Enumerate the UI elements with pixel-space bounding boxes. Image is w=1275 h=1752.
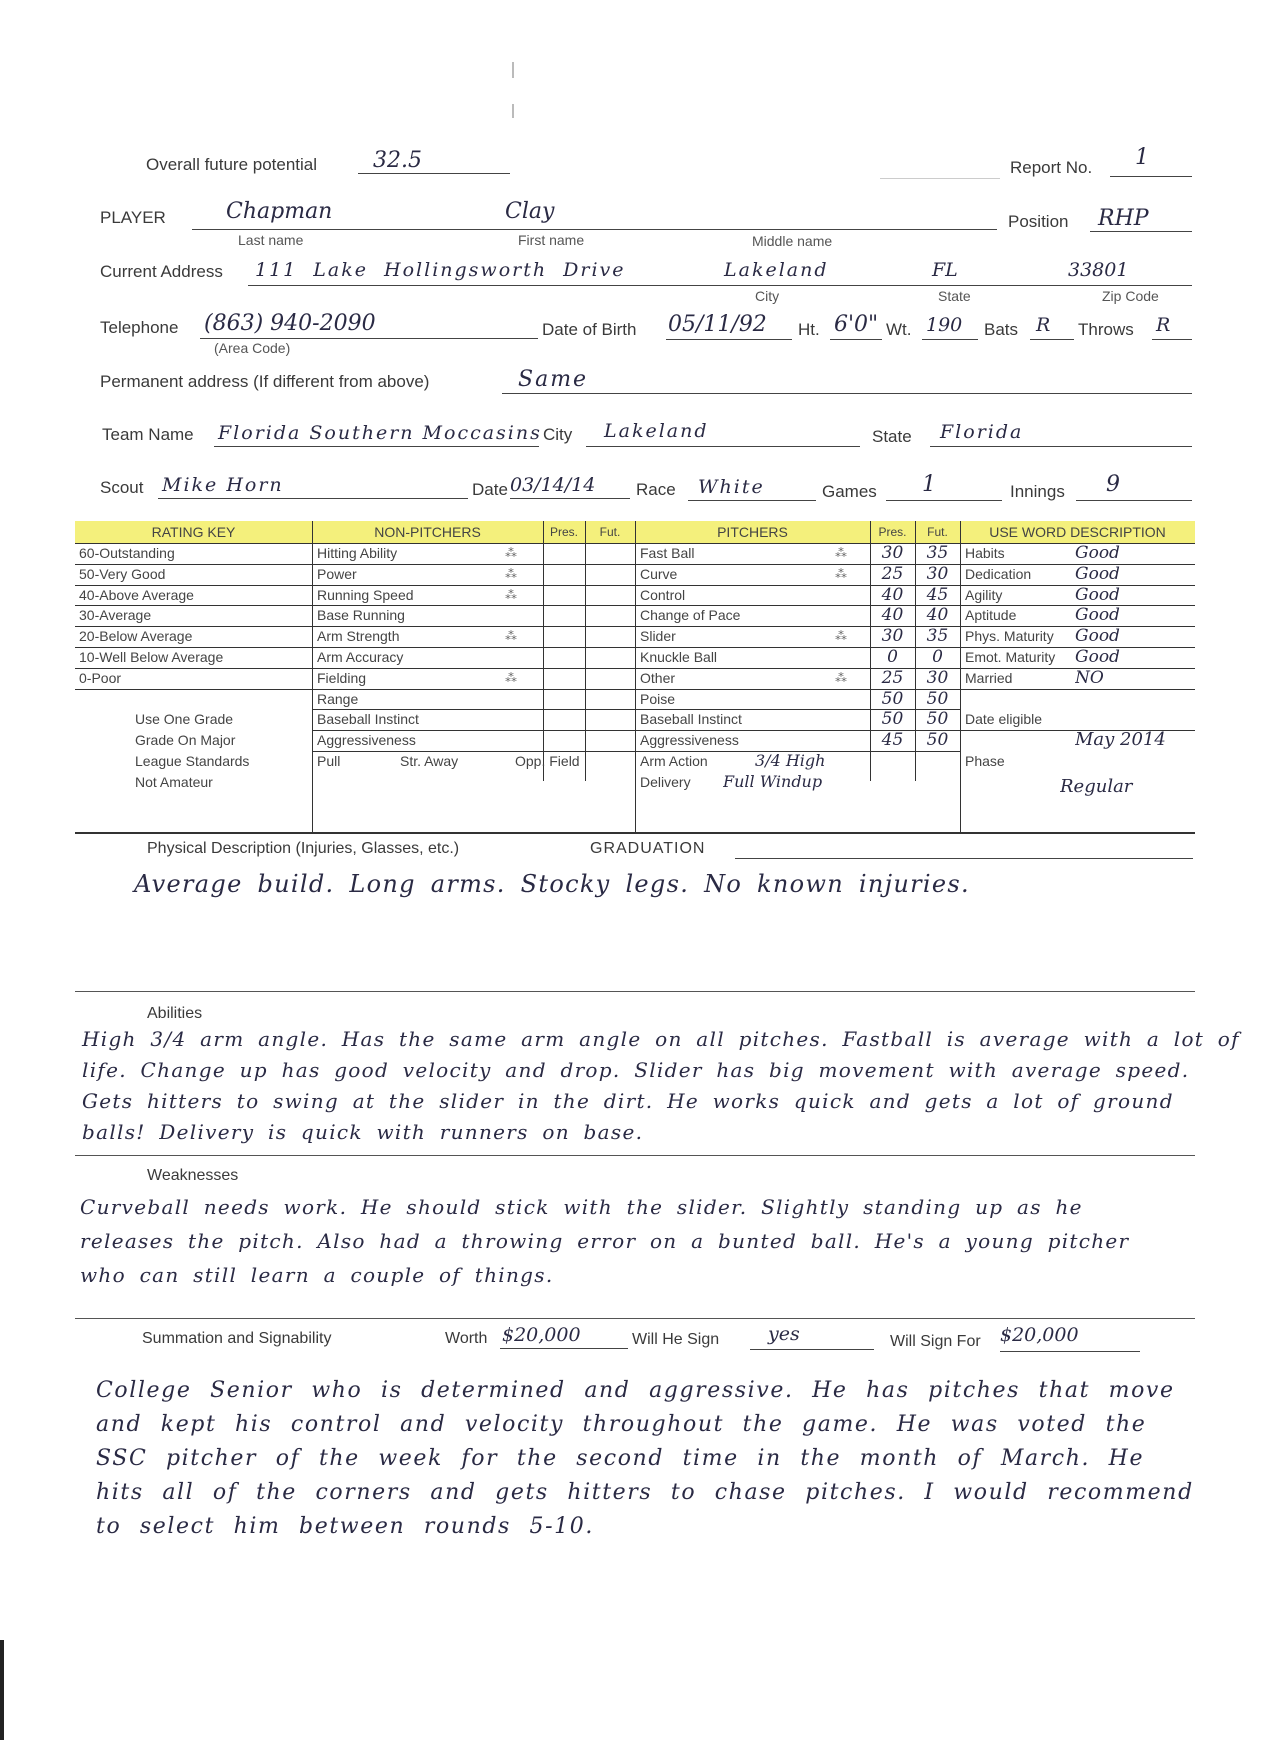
rating-key-item: 10-Well Below Average (79, 649, 224, 665)
telephone-value: (863) 940-2090 (204, 311, 376, 336)
non-pitcher-attribute: Base Running (317, 607, 405, 624)
non-pitcher-attribute: Arm Strength (317, 628, 400, 645)
rating-key-item: 0-Poor (79, 669, 122, 686)
scan-edge-mark (0, 1640, 4, 1740)
opposite-field-label: Opp. Field (515, 753, 580, 769)
word-description-value: Good (1075, 563, 1120, 584)
scan-mark-top (512, 62, 514, 78)
non-pitcher-attribute: Baseball Instinct (317, 711, 419, 728)
weaknesses-label: Weaknesses (147, 1167, 239, 1184)
word-description-label: Dedication (965, 565, 1032, 582)
throws-value: R (1156, 314, 1171, 336)
summation-label: Summation and Signability (142, 1330, 332, 1347)
pitchers-header: PITCHERS (717, 524, 788, 540)
word-description-value: NO (1075, 667, 1104, 688)
asterisk-icon: ⁂ (835, 546, 847, 560)
race-value: White (698, 476, 765, 498)
overall-potential-value: 32.5 (373, 148, 422, 173)
first-name-value: Clay (505, 199, 555, 224)
position-line (1090, 231, 1192, 232)
telephone-line (200, 338, 538, 339)
grid-col-divider (635, 521, 636, 833)
non-pitcher-attribute: Aggressiveness (317, 732, 416, 749)
zip-value: 33801 (1068, 259, 1129, 281)
pitcher-fut-grade: 35 (926, 626, 949, 647)
pitcher-fut-grade: 50 (926, 730, 949, 751)
weight-label: Wt. (886, 320, 912, 339)
pitcher-fut-grade: 50 (926, 709, 949, 730)
telephone-label: Telephone (100, 318, 179, 337)
pitcher-pres-grade: 40 (881, 605, 904, 626)
grade-note-line: Not Amateur (135, 773, 213, 790)
non-pitcher-attribute: Power (317, 565, 357, 582)
report-no-line (1110, 176, 1192, 177)
team-city-value: Lakeland (604, 420, 709, 442)
word-description-label: Emot. Maturity (965, 649, 1056, 665)
grid-col-divider (585, 521, 586, 781)
word-description-label: Aptitude (965, 607, 1017, 624)
section-divider (75, 1155, 1195, 1156)
will-sign-label: Will He Sign (632, 1331, 720, 1348)
team-name-line (214, 446, 539, 447)
position-value: RHP (1098, 206, 1149, 231)
area-code-caption: (Area Code) (214, 340, 291, 356)
word-description-value: Good (1075, 584, 1120, 605)
rating-grid (75, 521, 1195, 833)
worth-label: Worth (445, 1330, 488, 1347)
word-description-value: Good (1075, 626, 1120, 647)
phase-value: Regular (1060, 775, 1133, 797)
rating-key-item: 40-Above Average (79, 586, 194, 603)
asterisk-icon: ⁂ (835, 566, 847, 581)
physical-description-text: Average build. Long arms. Stocky legs. No known injuries. (134, 870, 970, 898)
grade-note-line: League Standards (135, 753, 250, 769)
team-name-value: Florida Southern Moccasins (218, 422, 542, 444)
pitcher-pres-grade: 0 (887, 647, 898, 667)
non-pitchers-header: NON-PITCHERS (374, 524, 481, 540)
rating-key-item: 20-Below Average (79, 628, 193, 645)
will-sign-for-line (1000, 1351, 1140, 1352)
grid-col-divider (543, 521, 544, 781)
overall-potential-label: Overall future potential (146, 155, 318, 174)
abilities-text: High 3/4 arm angle. Has the same arm angle on all pitches. Fastball is average with a lot of life. Change up has good velocity and drop. Slider has big movement with average speed. Gets hitters to swing at the slider in the dirt. He works quick and gets a lot of ground balls! Delivery is quick with runners on base. (82, 1027, 1240, 1144)
word-description-label: Phys. Maturity (965, 628, 1054, 645)
throws-label: Throws (1078, 320, 1134, 339)
position-label: Position (1008, 212, 1069, 231)
date-label: Date (472, 480, 508, 499)
address-label: Current Address (100, 262, 223, 281)
pitcher-pres-grade: 50 (881, 688, 904, 709)
will-sign-line (750, 1349, 874, 1350)
asterisk-icon: ⁂ (505, 629, 517, 644)
overall-potential-line (358, 173, 510, 174)
pitcher-fut-grade: 40 (926, 605, 949, 626)
rating-key-item: 50-Very Good (79, 565, 166, 582)
non-pitcher-attribute: Hitting Ability (317, 545, 398, 561)
np-fut-header: Fut. (599, 525, 621, 539)
zip-caption: Zip Code (1102, 288, 1159, 304)
pitcher-pres-grade: 30 (881, 543, 904, 563)
pitcher-pres-grade: 25 (881, 667, 904, 688)
worth-value: $20,000 (502, 1324, 581, 1346)
weaknesses-text: Curveball needs work. He should stick with the slider. Slightly standing up as he releases the pitch. Also had a throwing error on a bunted ball. He's a young pitcher who can still learn a couple of things. (80, 1195, 1130, 1287)
word-description-label: Habits (965, 545, 1005, 561)
faint-line (880, 178, 1000, 179)
scout-line (158, 498, 468, 499)
word-description-header: USE WORD DESCRIPTION (989, 524, 1166, 540)
grid-bottom-border (75, 832, 1195, 834)
rating-key-header: RATING KEY (151, 524, 236, 540)
pitcher-pres-grade: 30 (881, 626, 904, 647)
team-state-label: State (872, 427, 912, 446)
grid-col-divider (960, 521, 961, 833)
word-description-label: Married (965, 669, 1013, 686)
grade-note-line: Use One Grade (135, 711, 234, 728)
non-pitcher-attribute: Arm Accuracy (317, 649, 404, 665)
date-value: 03/14/14 (510, 474, 596, 496)
state-caption: State (938, 288, 971, 304)
word-description-label: Agility (965, 586, 1003, 603)
scout-label: Scout (100, 478, 144, 497)
permanent-address-value: Same (518, 367, 589, 392)
innings-label: Innings (1010, 482, 1065, 501)
grade-note-line: Grade On Major (135, 732, 236, 749)
pitcher-fut-grade: 30 (926, 667, 949, 688)
asterisk-icon: ⁂ (835, 670, 847, 685)
report-no-label: Report No. (1010, 158, 1093, 177)
bats-line (1030, 339, 1074, 340)
p-pres-header: Pres. (878, 525, 907, 539)
pitcher-attribute: Aggressiveness (640, 732, 739, 749)
section-divider (75, 1318, 1195, 1319)
asterisk-icon: ⁂ (505, 566, 517, 581)
pitcher-fut-grade: 0 (932, 647, 943, 667)
pitcher-pres-grade: 25 (881, 563, 904, 584)
permanent-address-label: Permanent address (If different from above) (100, 372, 430, 391)
date-eligible-label: Date eligible (965, 711, 1043, 728)
scout-value: Mike Horn (162, 474, 284, 496)
middle-name-caption: Middle name (752, 233, 833, 249)
city-value: Lakeland (724, 259, 829, 281)
weight-value: 190 (926, 314, 963, 336)
height-value: 6'0" (834, 312, 879, 337)
non-pitcher-attribute: Running Speed (317, 586, 414, 603)
bats-label: Bats (984, 320, 1019, 339)
asterisk-icon: ⁂ (505, 670, 517, 685)
pitcher-pres-grade: 50 (881, 709, 904, 730)
arm-action-label: Arm Action (640, 753, 708, 769)
last-name-caption: Last name (238, 232, 304, 248)
pitcher-attribute: Knuckle Ball (640, 649, 718, 665)
pitcher-fut-grade: 50 (926, 688, 949, 709)
games-label: Games (822, 482, 877, 501)
street-value: 111 Lake Hollingsworth Drive (255, 259, 626, 281)
graduation-line (735, 858, 1193, 859)
summation-text: College Senior who is determined and aggressive. He has pitches that move and kept his control and velocity throughout the game. He was voted the SSC pitcher of the week for the second time in the month of March. He hits all of the corners and gets hitters to chase pitches. I would recommend to select him between rounds 5-10. (96, 1378, 1194, 1539)
team-city-line (586, 446, 860, 447)
asterisk-icon: ⁂ (505, 587, 517, 602)
pitcher-attribute: Baseball Instinct (640, 711, 742, 728)
word-description-value: Good (1075, 605, 1120, 626)
address-line (248, 285, 1192, 286)
innings-value: 9 (1106, 472, 1120, 497)
asterisk-icon: ⁂ (835, 629, 847, 644)
first-name-caption: First name (518, 232, 585, 248)
games-line (886, 500, 1002, 501)
physical-description-label: Physical Description (Injuries, Glasses, etc.) (147, 840, 460, 857)
pitcher-attribute: Slider (640, 628, 676, 645)
abilities-label: Abilities (147, 1005, 203, 1022)
worth-line (500, 1348, 628, 1349)
will-sign-value: yes (768, 1323, 800, 1345)
date-line (510, 498, 630, 499)
word-description-value: Good (1075, 543, 1120, 563)
will-sign-for-value: $20,000 (1000, 1324, 1079, 1346)
pitcher-attribute: Control (640, 586, 686, 603)
race-label: Race (636, 480, 676, 499)
pitcher-pres-grade: 40 (881, 584, 904, 605)
team-state-value: Florida (940, 421, 1024, 443)
graduation-label: GRADUATION (590, 840, 706, 857)
np-pres-header: Pres. (549, 525, 578, 539)
asterisk-icon: ⁂ (505, 546, 517, 560)
innings-line (1076, 500, 1192, 501)
report-no-value: 1 (1135, 145, 1149, 170)
word-row-line (960, 689, 1195, 690)
pitcher-fut-grade: 30 (926, 563, 949, 584)
pitcher-attribute: Change of Pace (640, 607, 741, 624)
p-fut-header: Fut. (927, 525, 948, 539)
player-line (192, 229, 997, 230)
rating-key-row-line (75, 689, 312, 690)
state-value: FL (932, 259, 958, 281)
section-divider (75, 991, 1195, 992)
team-city-label: City (543, 425, 573, 444)
player-label: PLAYER (100, 208, 166, 227)
permanent-address-line (502, 393, 1192, 394)
arm-action-value: 3/4 High (755, 751, 826, 770)
pitcher-attribute: Fast Ball (640, 545, 695, 561)
race-line (688, 500, 816, 501)
weight-line (922, 339, 978, 340)
pitcher-attribute: Other (640, 669, 676, 686)
scan-mark-top-2 (512, 104, 514, 118)
dob-label: Date of Birth (542, 320, 637, 339)
word-description-value: Good (1075, 647, 1120, 667)
delivery-label: Delivery (640, 773, 691, 790)
team-name-label: Team Name (102, 425, 194, 444)
rating-key-item: 60-Outstanding (79, 545, 175, 561)
pitcher-attribute: Curve (640, 565, 678, 582)
date-eligible-value: May 2014 (1075, 730, 1166, 751)
height-line (830, 339, 882, 340)
pull-label: Pull (317, 753, 341, 769)
bats-value: R (1036, 314, 1051, 336)
pitcher-attribute: Poise (640, 690, 676, 707)
rating-key-item: 30-Average (79, 607, 152, 624)
throws-line (1152, 339, 1192, 340)
non-pitcher-attribute: Fielding (317, 669, 367, 686)
straight-away-label: Str. Away (400, 753, 459, 769)
phase-label: Phase (965, 753, 1005, 769)
height-label: Ht. (798, 320, 820, 339)
dob-value: 05/11/92 (668, 312, 767, 337)
city-caption: City (755, 288, 780, 304)
pitcher-fut-grade: 35 (926, 543, 949, 563)
last-name-value: Chapman (226, 199, 333, 224)
will-sign-for-label: Will Sign For (890, 1333, 981, 1350)
team-state-line (930, 446, 1192, 447)
pitcher-pres-grade: 45 (881, 730, 904, 751)
non-pitcher-attribute: Range (317, 690, 359, 707)
delivery-value: Full Windup (723, 771, 823, 791)
games-value: 1 (922, 472, 936, 497)
pitcher-fut-grade: 45 (926, 584, 949, 605)
dob-line (666, 339, 792, 340)
